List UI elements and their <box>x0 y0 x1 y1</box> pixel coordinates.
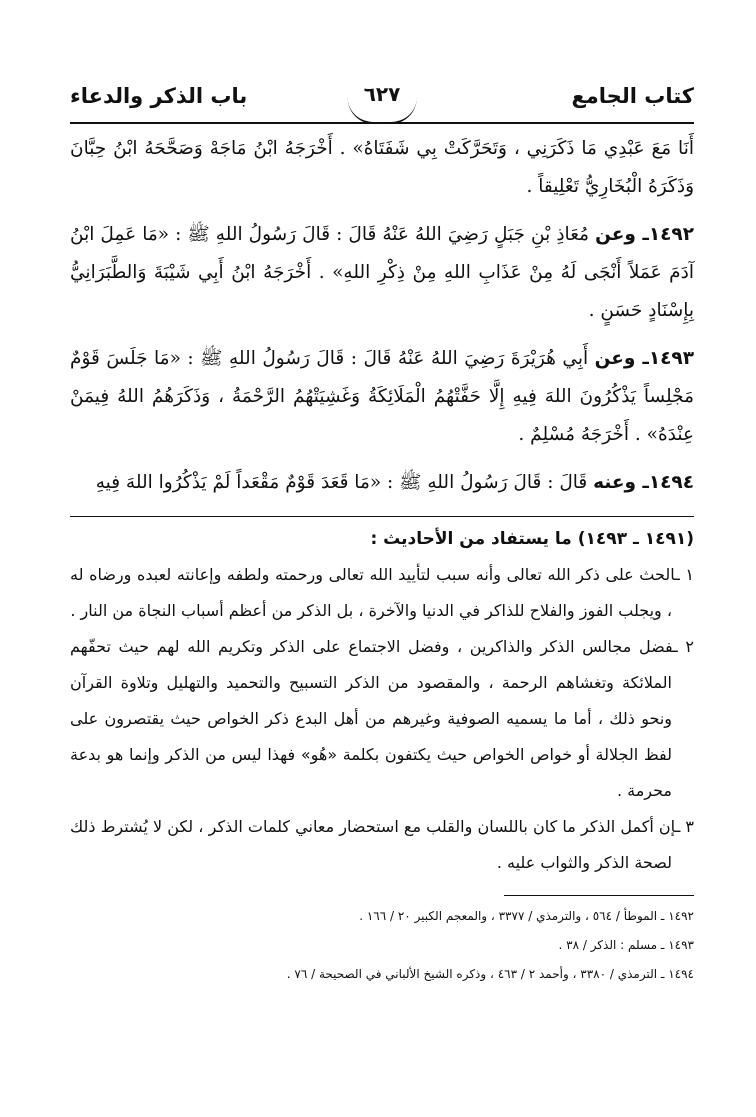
benefit-number: ١ ـ <box>675 565 694 584</box>
hadith-text: مُعَاذِ بْنِ جَبَلٍ رَضِيَ اللهُ عَنْهُ قَالَ : قَالَ رَسُولُ اللهِ ﷺ : «مَا عَمِلَ ابْنُ آدَمَ عَمَلاً أَنْجَى لَهُ مِنْ عَذَابِ اللهِ مِنْ ذِكْرِ اللهِ» . أَخْرَجَهُ ابْنُ أَبِي شَيْبَةَ وَالطَّبَرَانِيُّ بِإِسْنَادٍ حَسَنٍ . <box>70 224 694 321</box>
footnote: ١٤٩٣ ـ مسلم : الذكر / ٣٨ . <box>558 938 694 952</box>
hadith-text: أَبِي هُرَيْرَةَ رَضِيَ اللهُ عَنْهُ قَالَ : قَالَ رَسُولُ اللهِ ﷺ : «مَا جَلَسَ قَوْمٌ مَجْلِساً يَذْكُرُونَ اللهَ فِيهِ إِلَّا حَفَّتْهُمُ الْمَلَائِكَةُ وَغَشِيَتْهُمُ الرَّحْمَةُ ، وَذَكَرَهُمُ اللهُ فِيمَنْ عِنْدَهُ» . أَخْرَجَهُ مُسْلِمٌ . <box>70 348 694 445</box>
benefit-number: ٣ ـ <box>675 817 694 836</box>
chapter-title: باب الذكر والدعاء <box>70 84 248 108</box>
benefit-item <box>70 557 694 629</box>
hadith-1494: ١٤٩٤ـ وعنه قَالَ : قَالَ رَسُولُ اللهِ ﷺ : «مَا قَعَدَ قَوْمٌ مَقْعَداً لَمْ يَذْكُرُوا اللهَ فِيهِ <box>95 472 694 493</box>
hadith-section <box>70 130 694 502</box>
hadith-opening: وعن <box>595 224 636 245</box>
benefit-number: ٢ ـ <box>673 637 694 656</box>
hadith-number: ١٤٩٢ <box>648 224 694 245</box>
page-number: ٦٢٧ <box>348 78 417 124</box>
benefits-section <box>70 521 694 881</box>
benefit-text: إن أكمل الذكر ما كان باللسان والقلب مع استحضار معاني كلمات الذكر ، لكن لا يُشترط ذلك لصحة الذكر والثواب عليه . <box>70 817 676 872</box>
footnote: ١٤٩٢ ـ الموطأ / ٥٦٤ ، والترمذي / ٣٣٧٧ ، والمعجم الكبير ٢٠ / ١٦٦ . <box>359 909 694 923</box>
benefit-text: فضل مجالس الذكر والذاكرين ، وفضل الاجتماع على الذكر وتكريم الله لهم حيث تحفّهم الملائكة وتغشاهم الرحمة ، والمقصود من الذكر التسبيح والتحميد والتهليل وتلاوة القرآن ونحو ذلك ، أما ما يسميه الصوفية وغيرهم من أهل البدع ذكر الخواص حيث يقتصرون على لفظ الجلالة أو خواص الخواص حيث يكتفون بكلمة «هُو» فهذا ليس من الذكر وإنما هو بدعة محرمة . <box>70 637 674 800</box>
hadith-text: قَالَ : قَالَ رَسُولُ اللهِ ﷺ : «مَا قَعَدَ قَوْمٌ مَقْعَداً لَمْ يَذْكُرُوا اللهَ فِيهِ <box>95 472 588 493</box>
hadith-1492: ١٤٩٢ـ وعن مُعَاذِ بْنِ جَبَلٍ رَضِيَ اللهُ عَنْهُ قَالَ : قَالَ رَسُولُ اللهِ ﷺ : «مَا عَمِلَ ابْنُ آدَمَ عَمَلاً أَنْجَى لَهُ مِنْ عَذَابِ اللهِ مِنْ ذِكْرِ اللهِ» . أَخْرَجَهُ ابْنُ أَبِي شَيْبَةَ وَالطَّبَرَانِيُّ بِإِسْنَادٍ حَسَنٍ . <box>70 224 694 321</box>
page-header <box>70 78 694 124</box>
footnotes <box>70 902 694 989</box>
hadith-number: ١٤٩٣ <box>648 348 694 369</box>
hadith-text: أَنَا مَعَ عَبْدِي مَا ذَكَرَنِي ، وَتَحَرَّكَتْ بِي شَفَتَاهُ» . أَخْرَجَهُ ابْنُ مَاجَهْ وَصَحَّحَهُ ابْنُ حِبَّانَ وَذَكَرَهُ الْبُخَارِيُّ تَعْلِيقاً . <box>70 138 694 197</box>
book-page <box>70 78 694 1077</box>
section-divider <box>70 516 694 517</box>
footnote-divider <box>504 895 694 896</box>
hadith-opening: وعن <box>594 348 636 369</box>
hadith-continuation <box>70 130 694 206</box>
hadith-number: ١٤٩٤ <box>648 472 694 493</box>
hadith-1493: ١٤٩٣ـ وعن أَبِي هُرَيْرَةَ رَضِيَ اللهُ عَنْهُ قَالَ : قَالَ رَسُولُ اللهِ ﷺ : «مَا جَلَسَ قَوْمٌ مَجْلِساً يَذْكُرُونَ اللهَ فِيهِ إِلَّا حَفَّتْهُمُ الْمَلَائِكَةُ وَغَشِيَتْهُمُ الرَّحْمَةُ ، وَذَكَرَهُمُ اللهُ فِيمَنْ عِنْدَهُ» . أَخْرَجَهُ مُسْلِمٌ . <box>70 348 694 445</box>
book-title: كتاب الجامع <box>571 84 694 108</box>
hadith-opening: وعنه <box>593 472 637 493</box>
benefit-item <box>70 809 694 881</box>
benefits-title: (١٤٩١ ـ ١٤٩٣) ما يستفاد من الأحاديث : <box>370 529 694 549</box>
footnote: ١٤٩٤ ـ الترمذي / ٣٣٨٠ ، وأحمد ٢ / ٤٦٣ ، وذكره الشيخ الألباني في الصحيحة / ٧٦ . <box>286 967 694 981</box>
benefit-text: الحث على ذكر الله تعالى وأنه سبب لتأييد الله تعالى ورحمته ولطفه وإعانته لعبده ورضاه له ، ويجلب الفوز والفلاح للذاكر في الدنيا والآخرة ، بل الذكر من أعظم أسباب النجاة من النار . <box>70 565 676 620</box>
benefit-item <box>70 629 694 809</box>
